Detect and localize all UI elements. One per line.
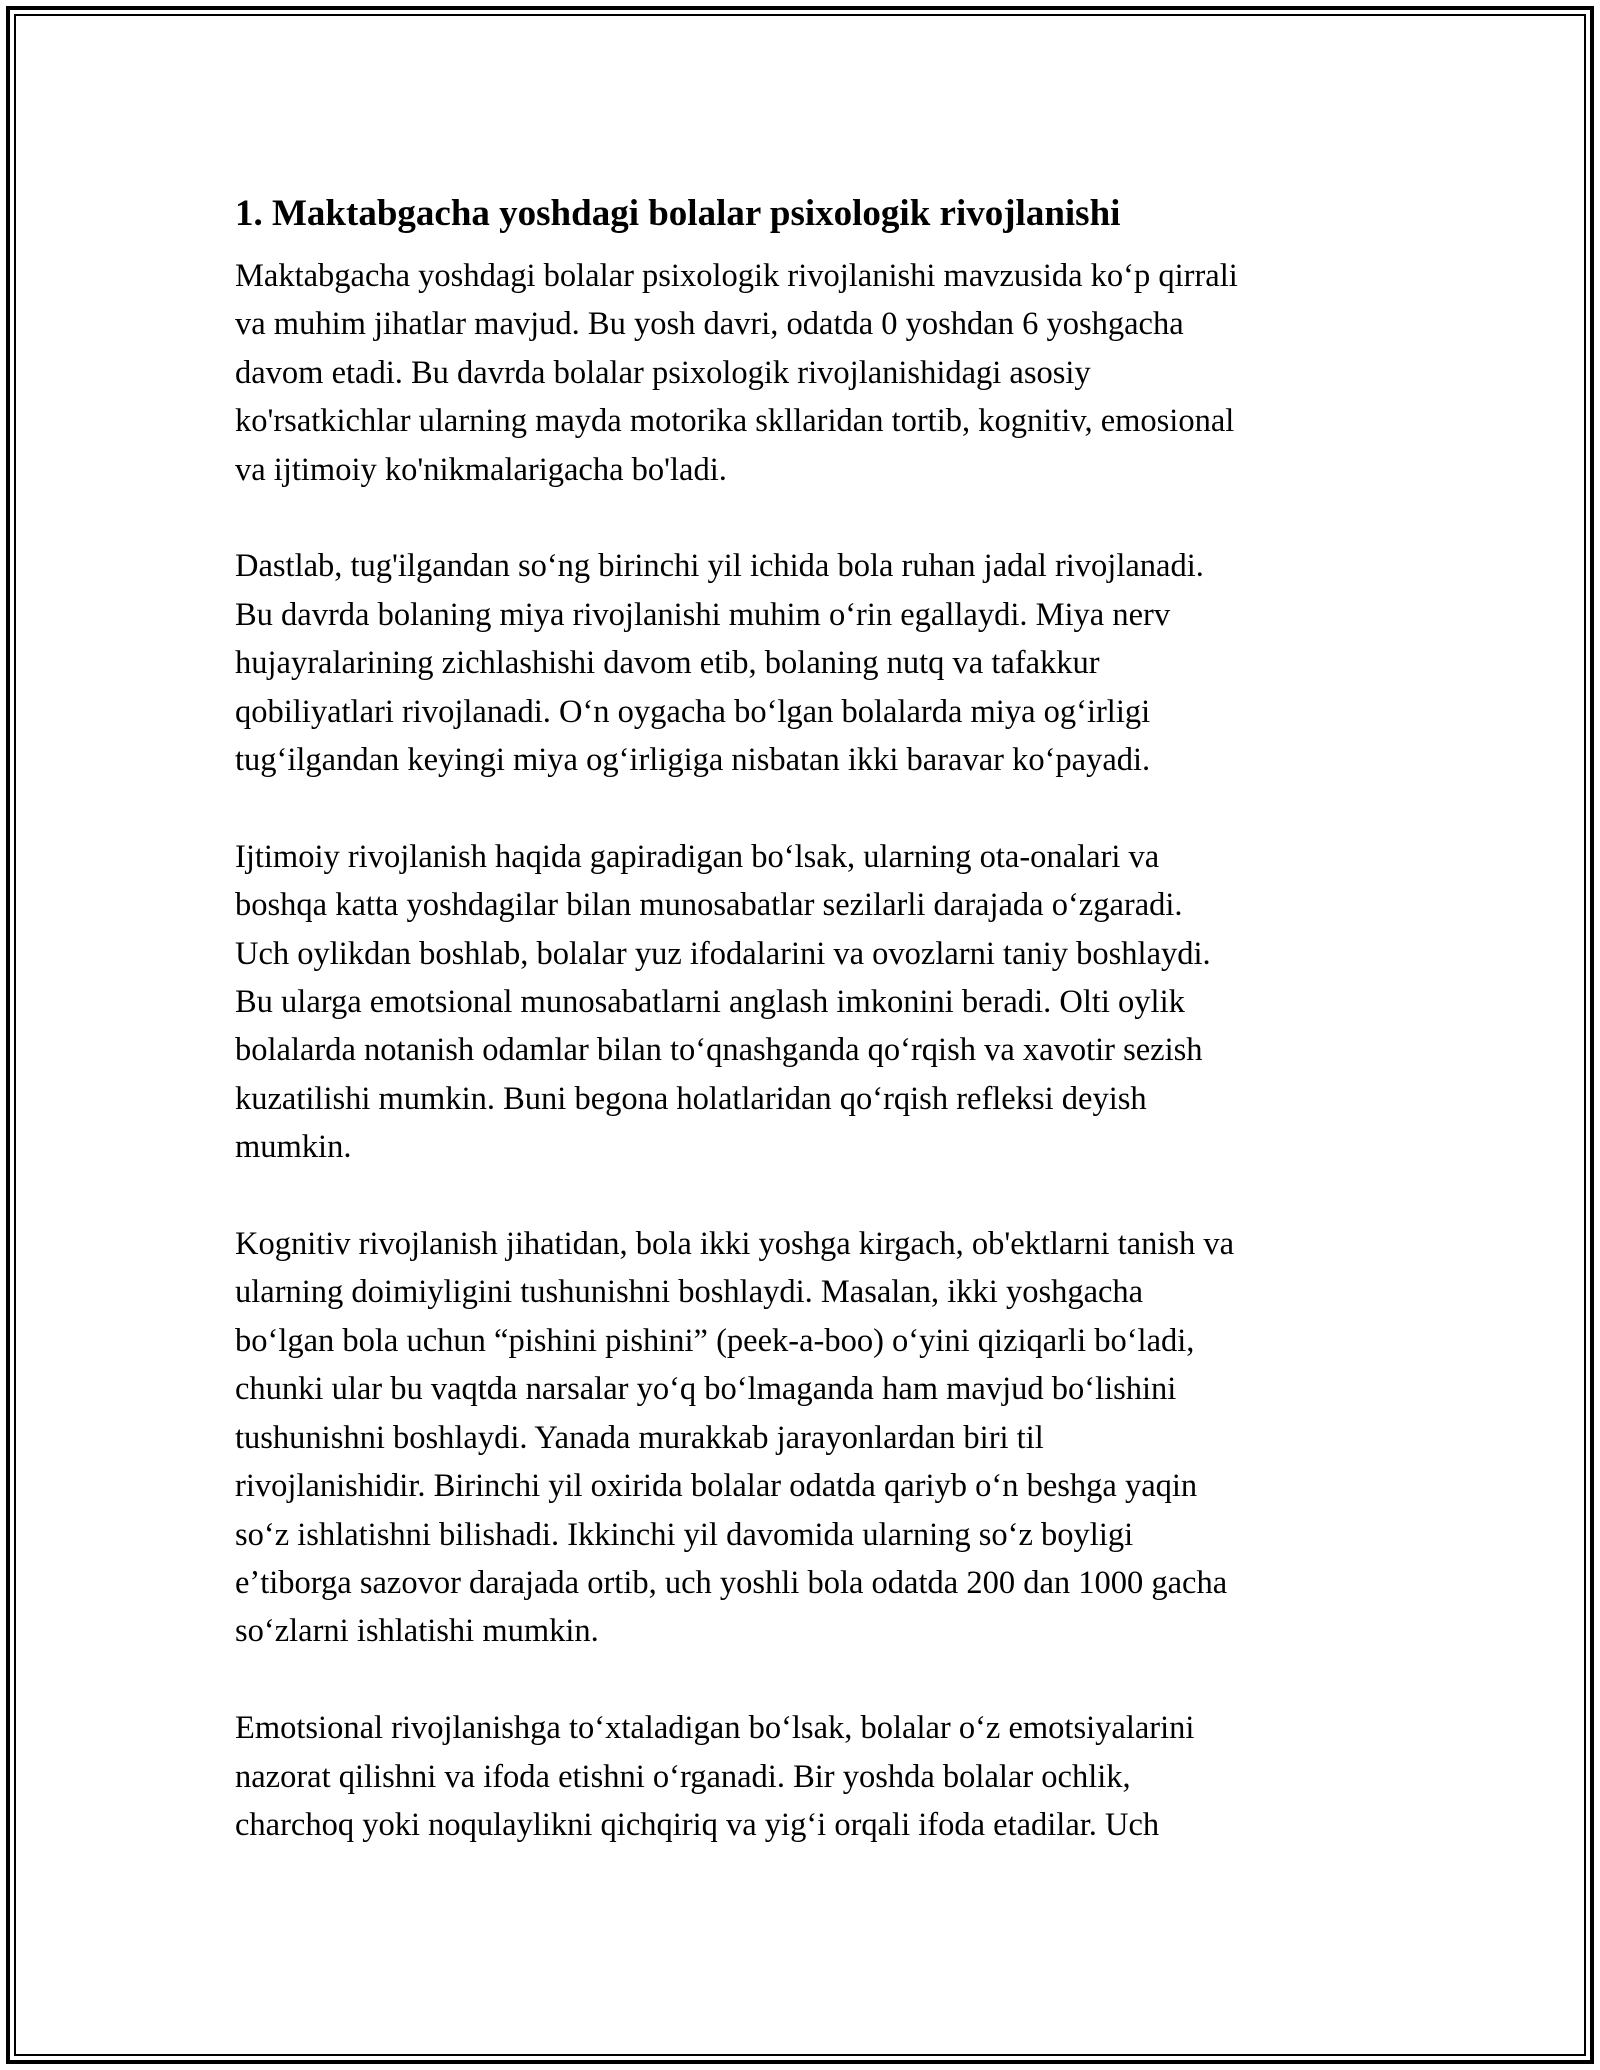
paragraph-line: Kognitiv rivojlanish jihatidan, bola ikki yoshga kirgach, ob'ektlarni tanish va — [235, 1226, 1235, 1263]
paragraph-line: Emotsional rivojlanishga toʻxtaladigan boʻlsak, bolalar oʻz emotsiyalarini — [235, 1710, 1195, 1747]
paragraph-line: tushunishni boshlaydi. Yanada murakkab jarayonlardan biri til — [235, 1419, 1044, 1456]
paragraph-line: kuzatilishi mumkin. Buni begona holatlaridan qoʻrqish refleksi deyish — [235, 1080, 1147, 1117]
paragraph-line: va ijtimoiy ko'nikmalarigacha bo'ladi. — [235, 451, 727, 488]
paragraph — [235, 1220, 1375, 1656]
paragraph-line: eʼtiborga sazovor darajada ortib, uch yoshli bola odatda 200 dan 1000 gacha — [235, 1564, 1228, 1601]
paragraph-line: Bu ularga emotsional munosabatlarni anglash imkonini beradi. Olti oylik — [235, 984, 1185, 1021]
paragraph-container — [235, 252, 1375, 1849]
paragraph-line: Ijtimoiy rivojlanish haqida gapiradigan boʻlsak, ularning ota-onalari va — [235, 838, 1160, 875]
paragraph-line: Bu davrda bolaning miya rivojlanishi muhim oʻrin egallaydi. Miya nerv — [235, 596, 1171, 633]
paragraph-line: rivojlanishidir. Birinchi yil oxirida bolalar odatda qariyb oʻn beshga yaqin — [235, 1468, 1198, 1505]
paragraph-line: qobiliyatlari rivojlanadi. Oʻn oygacha boʻlgan bolalarda miya ogʻirligi — [235, 693, 1151, 730]
paragraph-line: mumkin. — [235, 1129, 352, 1166]
paragraph-line: soʻz ishlatishni bilishadi. Ikkinchi yil davomida ularning soʻz boyligi — [235, 1516, 1134, 1553]
paragraph-line: tugʻilgandan keyingi miya ogʻirligiga nisbatan ikki baravar koʻpayadi. — [235, 742, 1151, 779]
paragraph-line: boshqa katta yoshdagilar bilan munosabatlar sezilarli darajada oʻzgaradi. — [235, 887, 1183, 924]
paragraph — [235, 833, 1375, 1172]
document-body — [235, 186, 1375, 1898]
paragraph-line: ko'rsatkichlar ularning mayda motorika skllaridan tortib, kognitiv, emosional — [235, 403, 1235, 440]
paragraph-line: nazorat qilishni va ifoda etishni oʻrganadi. Bir yoshda bolalar ochlik, — [235, 1758, 1131, 1795]
section-heading: 1. Maktabgacha yoshdagi bolalar psixologik rivojlanishi — [235, 193, 1121, 234]
paragraph-line: hujayralarining zichlashishi davom etib, bolaning nutq va tafakkur — [235, 645, 1100, 682]
paragraph-line: Dastlab, tug'ilgandan soʻng birinchi yil ichida bola ruhan jadal rivojlanadi. — [235, 548, 1204, 585]
paragraph-line: Maktabgacha yoshdagi bolalar psixologik rivojlanishi mavzusida koʻp qirrali — [235, 258, 1238, 294]
paragraph-line: Uch oylikdan boshlab, bolalar yuz ifodalarini va ovozlarni taniy boshlaydi. — [235, 935, 1211, 972]
paragraph-line: boʻlgan bola uchun “pishini pishini” (peek-a-boo) oʻyini qiziqarli boʻladi, — [235, 1322, 1195, 1359]
paragraph — [235, 1704, 1375, 1849]
paragraph-line: davom etadi. Bu davrda bolalar psixologik rivojlanishidagi asosiy — [235, 354, 1091, 391]
paragraph-line: bolalarda notanish odamlar bilan toʻqnashganda qoʻrqish va xavotir sezish — [235, 1032, 1203, 1069]
paragraph-line: charchoq yoki noqulaylikni qichqiriq va yigʻi orqali ifoda etadilar. Uch — [235, 1806, 1160, 1843]
paragraph — [235, 542, 1375, 784]
paragraph — [235, 252, 1375, 494]
paragraph-line: chunki ular bu vaqtda narsalar yoʻq boʻlmaganda ham mavjud boʻlishini — [235, 1371, 1177, 1408]
paragraph-line: va muhim jihatlar mavjud. Bu yosh davri, odatda 0 yoshdan 6 yoshgacha — [235, 306, 1184, 343]
paragraph-line: ularning doimiyligini tushunishni boshlaydi. Masalan, ikki yoshgacha — [235, 1274, 1144, 1311]
paragraph-line: soʻzlarni ishlatishi mumkin. — [235, 1613, 599, 1650]
